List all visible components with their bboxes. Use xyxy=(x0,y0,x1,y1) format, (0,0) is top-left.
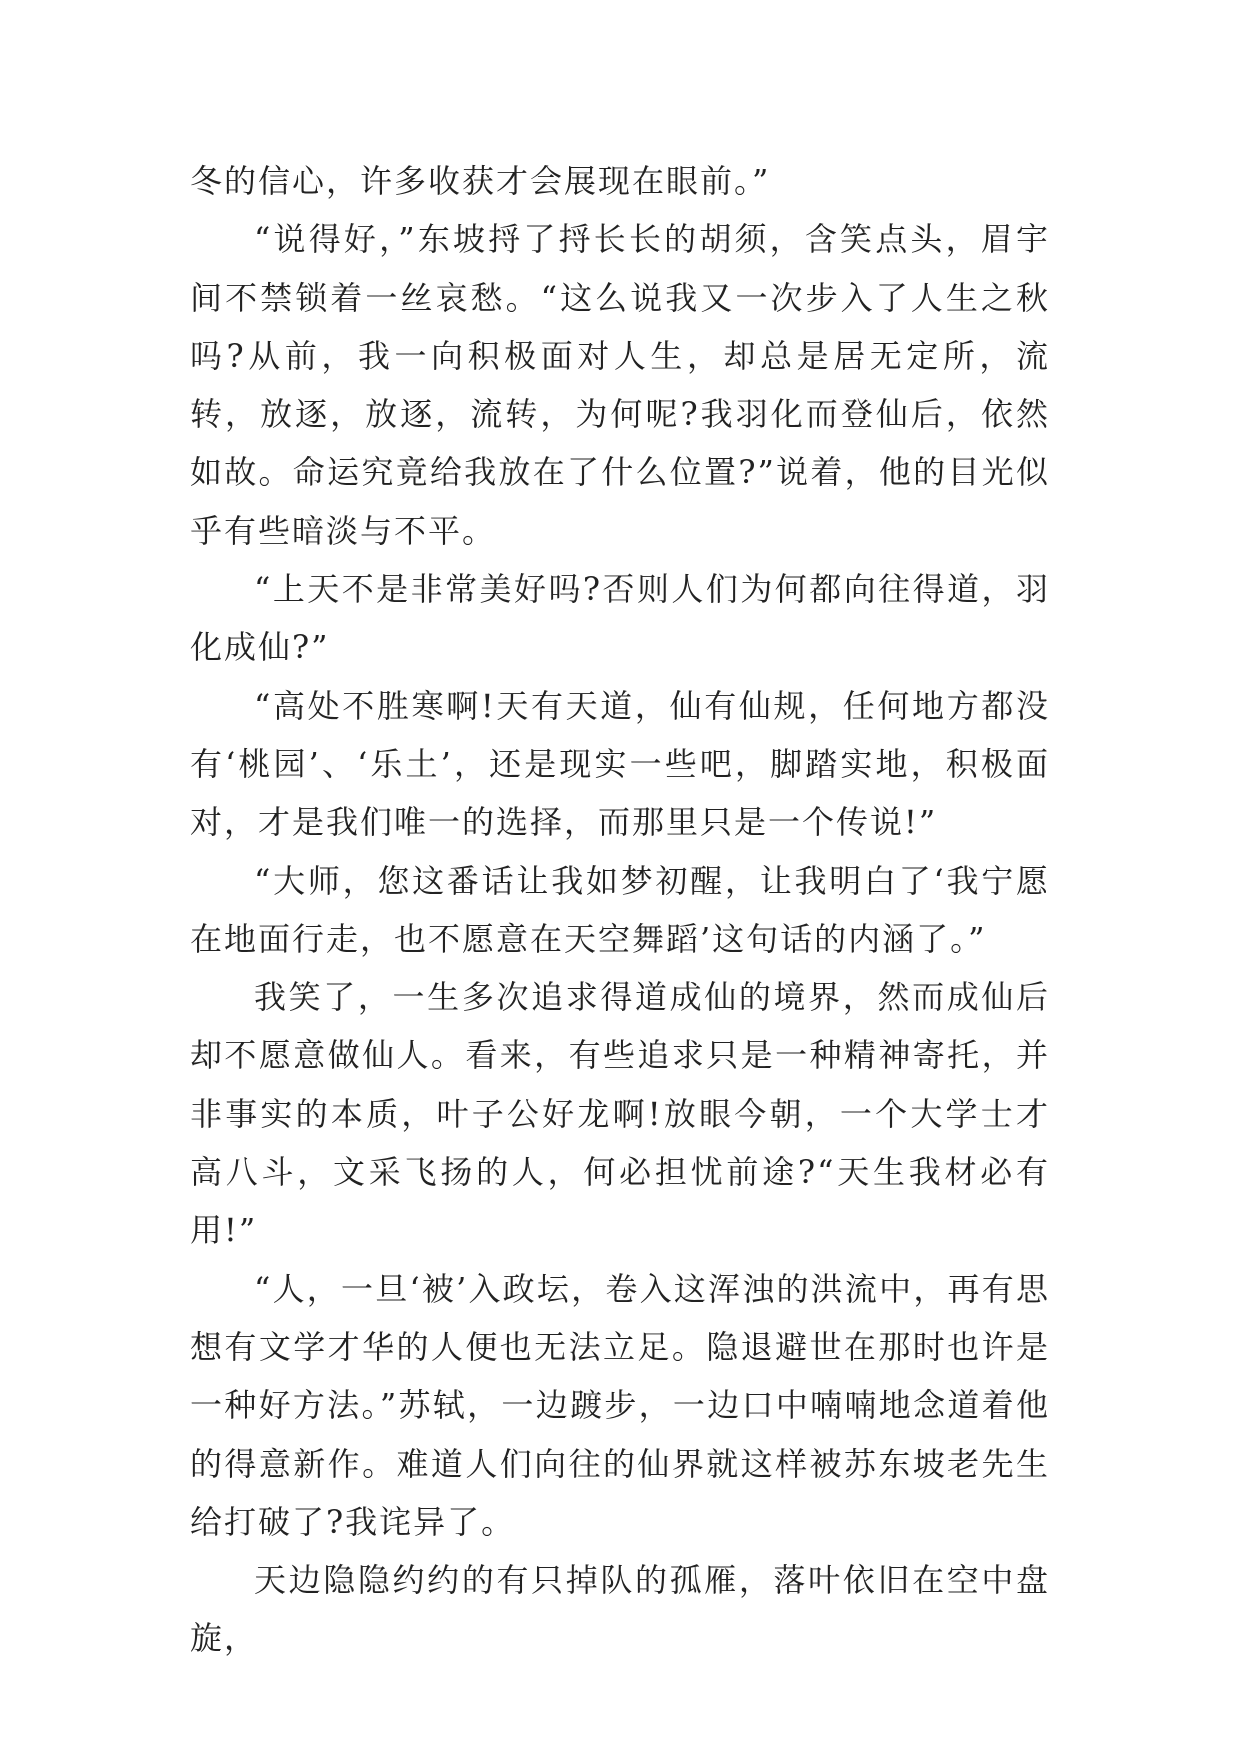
paragraph-2: “说得好，”东坡捋了捋长长的胡须，含笑点头，眉宇间不禁锁着一丝哀愁。“这么说我又一次步入了人生之秋吗?从前，我一向积极面对人生，却总是居无定所，流转，放逐，放逐，流转，为何呢?我羽化而登仙后，依然如故。命运究竟给我放在了什么位置?”说着，他的目光似乎有些暗淡与不平。 xyxy=(190,220,1050,550)
paragraph-3: “上天不是非常美好吗?否则人们为何都向往得道，羽化成仙?” xyxy=(190,570,1050,667)
paragraph-8: 天边隐隐约约的有只掉队的孤雁，落叶依旧在空中盘旋， xyxy=(190,1561,1050,1658)
paragraph-1: 冬的信心，许多收获才会展现在眼前。” xyxy=(190,162,771,200)
paragraph-6: 我笑了，一生多次追求得道成仙的境界，然而成仙后却不愿意做仙人。看来，有些追求只是一种精神寄托，并非事实的本质，叶子公好龙啊!放眼今朝，一个大学士才高八斗，文采飞扬的人，何必担忧前途?“天生我材必有用!” xyxy=(190,978,1050,1250)
body-text xyxy=(190,152,1050,1668)
paragraph-4: “高处不胜寒啊!天有天道，仙有仙规，任何地方都没有‘桃园’、‘乐土’，还是现实一些吧，脚踏实地，积极面对，才是我们唯一的选择，而那里只是一个传说!” xyxy=(190,686,1050,842)
paragraph-5: “大师，您这番话让我如梦初醒，让我明白了‘我宁愿在地面行走，也不愿意在天空舞蹈’这句话的内涵了。” xyxy=(190,861,1050,958)
paragraph-7: “人，一旦‘被’入政坛，卷入这浑浊的洪流中，再有思想有文学才华的人便也无法立足。隐退避世在那时也许是一种好方法。”苏轼，一边踱步，一边口中喃喃地念道着他的得意新作。难道人们向往的仙界就这样被苏东坡老先生给打破了?我诧异了。 xyxy=(190,1269,1050,1541)
